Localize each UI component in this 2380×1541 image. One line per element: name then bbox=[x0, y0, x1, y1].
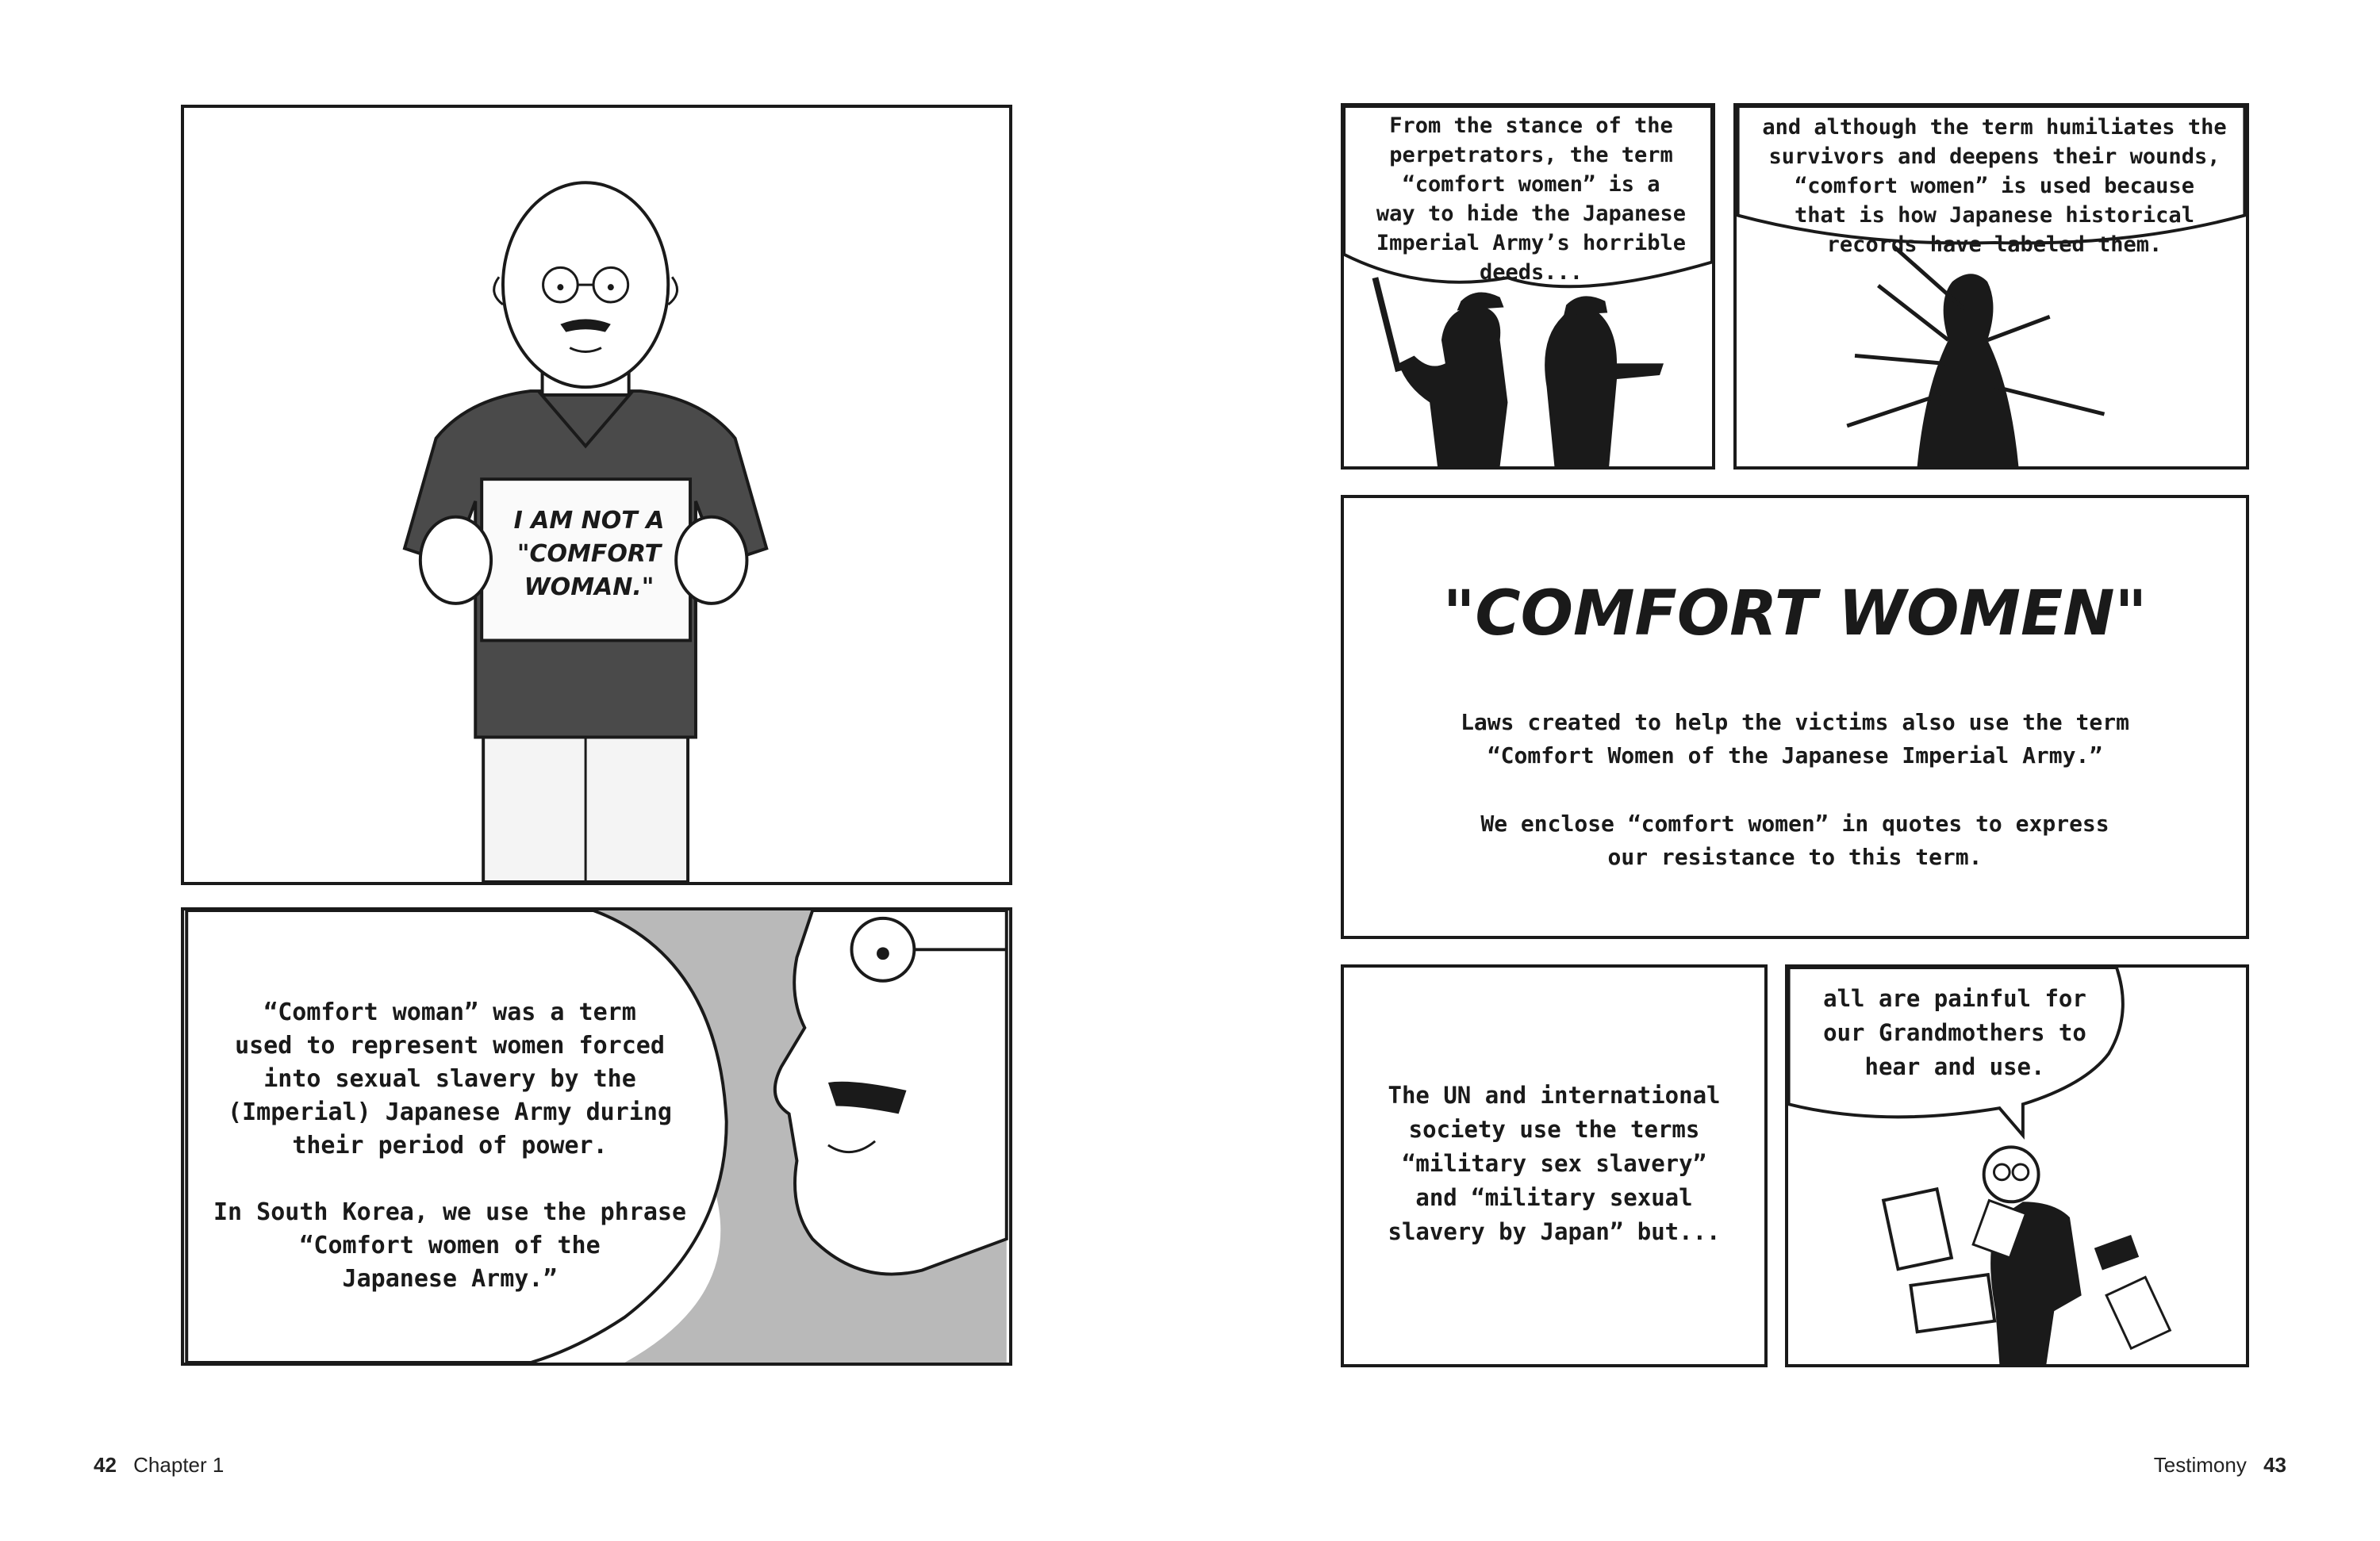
right-folio bbox=[2154, 1453, 2286, 1478]
panel-comfort-women-heading bbox=[1341, 495, 2249, 939]
panel-man-with-sign bbox=[181, 105, 1012, 885]
grandmothers-speech-text: all are painful for our Grandmothers to hear and use. bbox=[1823, 985, 2086, 1080]
quotes-paragraph: We enclose “comfort women” in quotes to express our resistance to this term. bbox=[1480, 811, 2109, 870]
section-label: Testimony bbox=[2153, 1453, 2247, 1477]
panel-grandmothers bbox=[1785, 964, 2249, 1367]
panel-humiliation bbox=[1733, 103, 2249, 470]
chapter-label: Chapter 1 bbox=[133, 1453, 225, 1477]
panel-un-terms bbox=[1341, 964, 1768, 1367]
left-folio bbox=[94, 1453, 224, 1478]
man-with-sign-illustration bbox=[184, 108, 1009, 882]
humiliation-caption: and although the term humiliates the survivors and deepens their wounds, “comfort women” is used because that is how Japanese historical records have labeled them. bbox=[1762, 115, 2227, 257]
protest-sign-text: I AM NOT A "COMFORT WOMAN." bbox=[513, 507, 665, 601]
perpetrators-caption: From the stance of the perpetrators, the term “comfort women” is a way to hide the Japanese Imperial Army’s horrible deeds... bbox=[1376, 113, 1687, 285]
speech-bubble-text: “Comfort woman” was a term used to represent women forced into sexual slavery by the (Imperial) Japanese Army during their period of power. In South Korea, we use the phrase “Comfort women of the Japanese Army.” bbox=[213, 999, 687, 1293]
page-number-right: 43 bbox=[2263, 1453, 2286, 1477]
comfort-women-heading: "COMFORT WOMEN" bbox=[1442, 578, 2148, 650]
panel-comfort-woman-definition bbox=[181, 907, 1012, 1366]
un-terms-caption: The UN and international society use the terms “military sex slavery” and “military sexual slavery by Japan” but... bbox=[1388, 1082, 1721, 1245]
laws-paragraph: Laws created to help the victims also use the term “Comfort Women of the Japanese Imperial Army.” bbox=[1461, 709, 2129, 769]
panel-perpetrators bbox=[1341, 103, 1715, 470]
page-number-left: 42 bbox=[94, 1453, 117, 1477]
